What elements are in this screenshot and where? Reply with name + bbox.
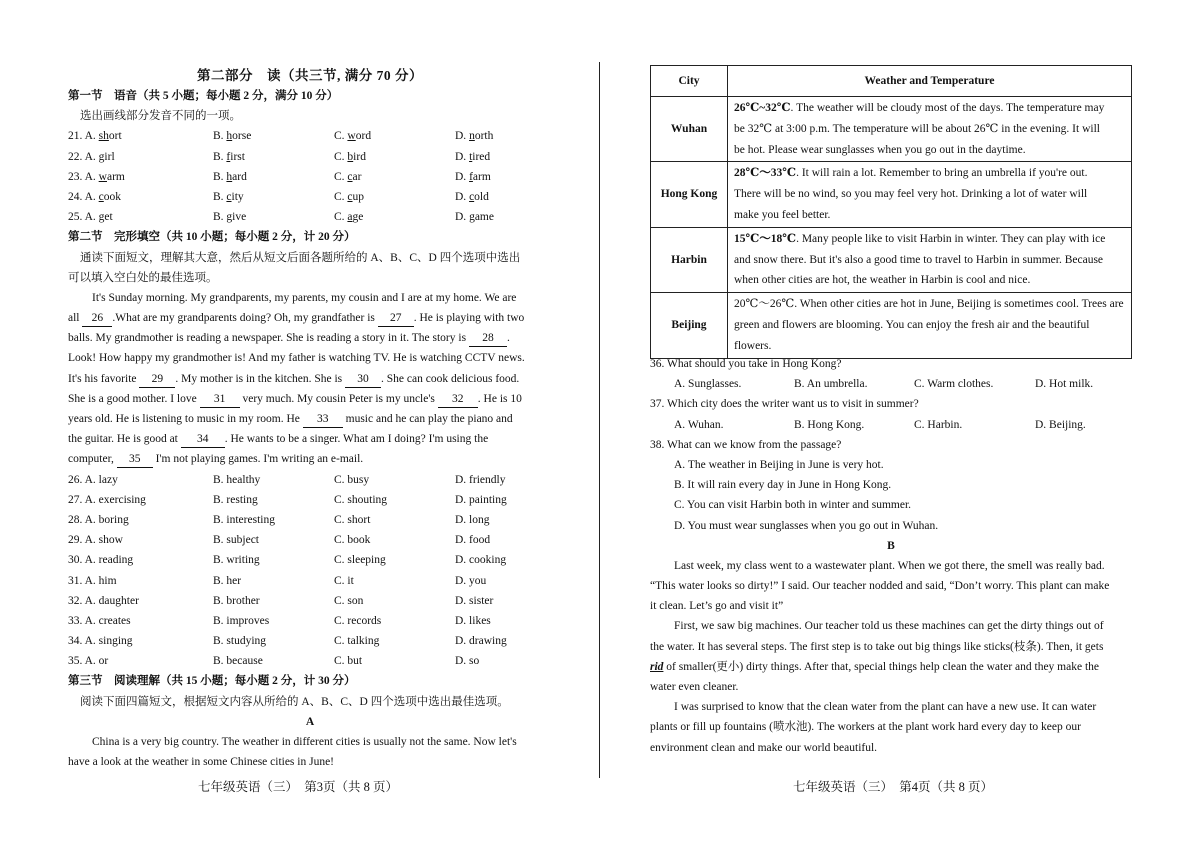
weather-cell: [728, 162, 1132, 227]
option-letter: C.: [334, 130, 348, 143]
option-letter: D.: [455, 190, 470, 203]
choice-row: [68, 591, 552, 611]
cloze-text: all: [68, 312, 80, 325]
table-row: [651, 227, 1132, 292]
city-cell: Beijing: [651, 293, 728, 358]
left-footer: 七年级英语（三） 第3页（共 8 页）: [198, 780, 399, 794]
option[interactable]: B. because: [213, 655, 263, 668]
question-37-options: [650, 415, 1132, 435]
option[interactable]: D. Beijing.: [1035, 418, 1086, 431]
question-38: 38. What can we know from the passage?: [650, 438, 842, 451]
section2-instruction-2: 可以填入空白处的最佳选项。: [68, 271, 218, 284]
option-rest: old: [474, 190, 489, 203]
section1-heading: 第一节 语音（共 5 小题；每小题 2 分，满分 10 分）: [68, 90, 339, 102]
option-rest: ity: [231, 190, 244, 203]
underlined-letters: g: [98, 211, 105, 224]
option-letter: D.: [455, 170, 470, 183]
cloze-text: . He is playing with two: [413, 312, 525, 325]
option[interactable]: [334, 167, 361, 187]
option[interactable]: C. son: [334, 594, 364, 607]
option[interactable]: C. busy: [334, 473, 370, 486]
option[interactable]: 29. A. show: [68, 534, 123, 547]
option[interactable]: B. interesting: [213, 513, 275, 526]
passage-b-text: of smaller(更小) dirty things. After that, special things help clean the water and they make the: [663, 660, 1100, 673]
blank-35: 35: [117, 452, 153, 468]
blank-27: 27: [378, 311, 414, 327]
option[interactable]: C. short: [334, 513, 371, 526]
choice-row: [68, 510, 552, 530]
option-rest: ar: [352, 170, 362, 183]
underlined-letters: g: [226, 211, 233, 224]
table-row: [651, 293, 1132, 358]
weather-cell: [728, 293, 1132, 358]
cloze-text: . He is 10: [477, 392, 522, 405]
cloze-text: . She can cook delicious food.: [381, 372, 520, 385]
weather-cell: [728, 227, 1132, 292]
option[interactable]: [68, 147, 115, 167]
option[interactable]: D. cooking: [455, 554, 507, 567]
option-rest: ook: [103, 190, 122, 203]
passage-a-line: have a look at the weather in some Chinese cities in June!: [68, 756, 335, 769]
option[interactable]: 35. A. or: [68, 655, 109, 668]
weather-line: [734, 163, 1125, 184]
option-rest: orth: [474, 130, 494, 143]
choice-row: [68, 470, 552, 490]
option[interactable]: B. Hong Kong.: [794, 418, 865, 431]
blank-32: 32: [438, 392, 478, 408]
passage-b-line: I was surprised to know that the clean water from the plant can have a new use. It can water: [674, 701, 1097, 714]
option[interactable]: A. Sunglasses.: [674, 378, 742, 391]
page-divider: [599, 62, 600, 778]
option[interactable]: B. resting: [213, 493, 258, 506]
option-rest: arm: [472, 170, 491, 183]
temperature-range: 26℃~32℃: [734, 102, 791, 114]
weather-line: make you feel better.: [734, 208, 831, 221]
option[interactable]: A. Wuhan.: [674, 418, 724, 431]
choice-row: [68, 571, 552, 591]
underlined-letters: c: [347, 190, 353, 203]
cloze-text: . My mother is in the kitchen. She is: [175, 372, 343, 385]
underlined-letters: a: [347, 211, 353, 224]
cloze-text: . He wants to be a singer. What am I doing? I'm using the: [224, 433, 489, 446]
option-letter: C.: [334, 150, 348, 163]
phonetics-question: [68, 167, 552, 187]
option[interactable]: [68, 207, 113, 227]
part-title: 第二部分 读（共三节, 满分 70 分）: [197, 68, 423, 83]
blank-29: 29: [139, 372, 175, 388]
option-rest: ge: [352, 211, 364, 224]
passage-b-line: “This water looks so dirty!” I said. Our teacher nodded and said, “Don’t worry. This plant can make: [650, 580, 1110, 593]
table-row: [651, 97, 1132, 162]
weather-text: . The weather will be cloudy most of the days. The temperature may: [790, 102, 1105, 114]
blank-28: 28: [469, 331, 507, 347]
option[interactable]: [334, 207, 363, 227]
option[interactable]: C. Warm clothes.: [914, 378, 994, 391]
weather-line: [734, 229, 1125, 250]
option[interactable]: C. but: [334, 655, 363, 668]
passage-b-line: it clean. Let’s go and visit it”: [650, 600, 784, 613]
option[interactable]: B. her: [213, 574, 242, 587]
option[interactable]: B. studying: [213, 635, 267, 648]
passage-b-line: plants or fill up fountains (喷水池). The workers at the plant work hard every day to keep our: [650, 721, 1081, 734]
option[interactable]: [213, 187, 244, 207]
option[interactable]: [455, 147, 490, 167]
option[interactable]: B. writing: [213, 554, 260, 567]
option-rest: ord: [355, 130, 372, 143]
option-rest: ort: [108, 130, 122, 143]
weather-line: and snow there. But it's also a good time to travel to Harbin in summer. Because: [734, 253, 1104, 266]
option[interactable]: C. Harbin.: [914, 418, 963, 431]
blank-26: 26: [82, 311, 112, 327]
underlined-letters: c: [347, 170, 353, 183]
table-header-row: [651, 66, 1132, 97]
option-letter: 23. A.: [68, 170, 99, 183]
option[interactable]: 30. A. reading: [68, 554, 134, 567]
cloze-line: Look! How happy my grandmother is! And my father is watching TV. He is watching CCTV news.: [68, 352, 525, 365]
choice-row: [68, 490, 552, 510]
passage-b-line: [650, 657, 1132, 677]
option-letter: B.: [213, 190, 227, 203]
cloze-text: It's his favorite: [68, 372, 137, 385]
highlighted-word: rid: [650, 660, 664, 673]
option[interactable]: [455, 126, 493, 146]
option[interactable]: B. It will rain every day in June in Hong Kong.: [674, 479, 892, 492]
blank-30: 30: [345, 372, 381, 388]
section2-instruction-1: 通读下面短文，理解其大意，然后从短文后面各题所给的 A、B、C、D 四个选项中选出: [80, 251, 521, 264]
cloze-passage: [68, 288, 552, 470]
cloze-line: [68, 429, 552, 449]
section2-heading: 第二节 完形填空（共 10 小题；每小题 2 分，计 20 分）: [68, 231, 356, 244]
option-letter: D.: [455, 130, 470, 143]
option-rest: irl: [104, 150, 115, 163]
option-letter: 25. A.: [68, 211, 99, 224]
choice-row: [68, 611, 552, 631]
option-rest: up: [352, 190, 365, 203]
option-letter: B.: [213, 150, 227, 163]
option[interactable]: D. You must wear sunglasses when you go out in Wuhan.: [674, 519, 939, 532]
weather-line: There will be no wind, so you may feel very hot. Drinking a lot of water will: [734, 188, 1088, 201]
passage-b-line: Last week, my class went to a wastewater plant. When we got there, the smell was really bad.: [674, 559, 1105, 572]
weather-line: flowers.: [734, 339, 772, 352]
option[interactable]: [334, 187, 364, 207]
cloze-line: [68, 409, 552, 429]
option[interactable]: D. sister: [455, 594, 494, 607]
cloze-text: computer,: [68, 453, 114, 466]
option[interactable]: [455, 187, 489, 207]
city-cell: Wuhan: [651, 97, 728, 162]
section1-instruction: 选出画线部分发音不同的一项。: [80, 110, 241, 123]
option[interactable]: C. talking: [334, 635, 380, 648]
underlined-letters: h: [226, 170, 233, 183]
city-cell: Harbin: [651, 227, 728, 292]
underlined-letters: g: [98, 150, 105, 163]
underlined-letters: f: [469, 170, 473, 183]
option-letter: C.: [334, 190, 348, 203]
option-letter: B.: [213, 130, 227, 143]
option[interactable]: B. improves: [213, 614, 270, 627]
option-rest: ive: [232, 211, 247, 224]
option[interactable]: D. long: [455, 513, 490, 526]
weather-table: [650, 65, 1132, 359]
underlined-letters: sh: [98, 130, 109, 143]
option-letter: B.: [213, 211, 227, 224]
cloze-text: balls. My grandmother is reading a newspaper. She is reading a story in it. The story is: [68, 332, 467, 345]
phonetics-question: [68, 147, 552, 167]
option[interactable]: [334, 126, 371, 146]
option-rest: ired: [472, 150, 491, 163]
phonetics-question: [68, 207, 552, 227]
option[interactable]: D. friendly: [455, 473, 506, 486]
option[interactable]: 28. A. boring: [68, 513, 129, 526]
phonetics-question: [68, 187, 552, 207]
option[interactable]: 32. A. daughter: [68, 594, 139, 607]
cloze-text: .What are my grandparents doing? Oh, my grandfather is: [112, 312, 375, 325]
choice-row: [68, 550, 552, 570]
option-letter: 21. A.: [68, 130, 99, 143]
option[interactable]: 33. A. creates: [68, 614, 131, 627]
passage-b-line: the water. It has several steps. The first step is to take out big things like sticks(枝条). Then, it gets: [650, 640, 1104, 653]
option-letter: D.: [455, 150, 470, 163]
option-rest: orse: [232, 130, 252, 143]
option[interactable]: 31. A. him: [68, 574, 117, 587]
weather-line: green and flowers are blooming. You can enjoy the fresh air and the beautiful: [734, 318, 1090, 331]
option-letter: D.: [455, 211, 470, 224]
option-rest: ird: [353, 150, 366, 163]
underlined-letters: c: [226, 190, 232, 203]
option[interactable]: 26. A. lazy: [68, 473, 118, 486]
underlined-letters: c: [469, 190, 475, 203]
option[interactable]: D. so: [455, 655, 480, 668]
option-letter: C.: [334, 211, 348, 224]
option-rest: ard: [232, 170, 247, 183]
option-letter: 22. A.: [68, 150, 99, 163]
passage-b-line: First, we saw big machines. Our teacher told us these machines can get the dirty things out of: [674, 620, 1104, 633]
cloze-text: music and he can play the piano and: [345, 413, 513, 425]
question-36-options: [650, 374, 1132, 394]
weather-line: when other cities are hot, the weather in Harbin is cool and nice.: [734, 274, 1031, 287]
weather-line: be hot. Please wear sunglasses when you go out in the daytime.: [734, 143, 1026, 156]
option[interactable]: D. you: [455, 574, 487, 587]
blank-31: 31: [200, 392, 240, 408]
passage-a-line: China is a very big country. The weather in different cities is usually not the same. Now let's: [92, 736, 517, 748]
weather-text: . When other cities are hot in June, Beijing is sometimes cool. Trees are: [794, 298, 1124, 311]
option-rest: arm: [106, 170, 125, 183]
cloze-text: She is a good mother. I love: [68, 392, 197, 405]
option[interactable]: D. painting: [455, 493, 507, 506]
weather-text: . It will rain a lot. Remember to bring an umbrella if you're out.: [796, 167, 1088, 180]
table-row: [651, 162, 1132, 227]
weather-line: be 32℃ at 3:00 p.m. The temperature will be about 26℃ in the evening. It will: [734, 122, 1100, 135]
underlined-letters: h: [226, 130, 233, 143]
option[interactable]: B. subject: [213, 534, 259, 547]
option-letter: C.: [334, 170, 348, 183]
option[interactable]: C. sleeping: [334, 554, 386, 567]
passage-b-label: B: [887, 539, 895, 552]
blank-33: 33: [303, 412, 343, 428]
weather-cell: [728, 97, 1132, 162]
underlined-letters: t: [469, 150, 473, 163]
option[interactable]: [68, 126, 122, 146]
option[interactable]: D. Hot milk.: [1035, 378, 1094, 391]
option[interactable]: 34. A. singing: [68, 635, 133, 648]
option[interactable]: [68, 187, 121, 207]
choice-row: [68, 631, 552, 651]
passage-a-label: A: [305, 715, 315, 728]
cloze-line: [68, 369, 552, 389]
cloze-line: [68, 308, 552, 328]
option[interactable]: C. shouting: [334, 493, 388, 506]
option[interactable]: [213, 126, 251, 146]
cloze-line: It's Sunday morning. My grandparents, my parents, my cousin and I are at my home. We are: [92, 291, 517, 304]
weather-line: [734, 294, 1125, 315]
cloze-text: very much. My cousin Peter is my uncle's: [242, 392, 435, 405]
cloze-choices: [68, 470, 552, 672]
option[interactable]: D. likes: [455, 614, 491, 627]
underlined-letters: w: [98, 170, 107, 183]
temperature-range: 20℃～26℃: [734, 298, 795, 311]
option-rest: irst: [230, 150, 245, 163]
section3-instruction: 阅读下面四篇短文，根据短文内容从所给的 A、B、C、D 四个选项中选出最佳选项。: [80, 695, 509, 708]
right-footer: 七年级英语（三） 第4页（共 8 页）: [793, 780, 994, 794]
option[interactable]: C. You can visit Harbin both in winter and summer.: [674, 499, 912, 512]
table-header-city: City: [651, 66, 728, 97]
temperature-range: 28℃～33℃: [734, 167, 797, 180]
underlined-letters: b: [347, 150, 354, 163]
choice-row: [68, 651, 552, 671]
section3-heading: 第三节 阅读理解（共 15 小题；每小题 2 分，计 30 分）: [68, 675, 356, 688]
option[interactable]: [213, 167, 247, 187]
cloze-text: I'm not playing games. I'm writing an e-mail.: [155, 453, 364, 466]
option[interactable]: C. records: [334, 614, 382, 627]
cloze-line: [68, 389, 552, 409]
cloze-text: .: [506, 332, 510, 345]
underlined-letters: w: [347, 130, 356, 143]
option[interactable]: D. drawing: [455, 635, 507, 648]
cloze-text: years old. He is listening to music in my room. He: [68, 413, 300, 425]
passage-b-line: water even cleaner.: [650, 681, 739, 693]
option-letter: B.: [213, 170, 227, 183]
passage-b-line: environment clean and make our world beautiful.: [650, 741, 878, 754]
weather-line: [734, 98, 1125, 119]
question-37: 37. Which city does the writer want us to visit in summer?: [650, 398, 919, 411]
option[interactable]: C. it: [334, 574, 354, 587]
option[interactable]: [68, 167, 125, 187]
weather-text: . Many people like to visit Harbin in winter. They can play with ice: [796, 232, 1106, 245]
underlined-letters: n: [469, 130, 475, 143]
cloze-line: [68, 449, 552, 469]
option[interactable]: C. book: [334, 534, 371, 547]
option[interactable]: B. brother: [213, 594, 260, 607]
temperature-range: 15℃～18℃: [734, 232, 797, 245]
option[interactable]: [334, 147, 366, 167]
choice-row: [68, 530, 552, 550]
option[interactable]: [213, 147, 245, 167]
option[interactable]: [455, 207, 494, 227]
underlined-letters: c: [98, 190, 104, 203]
option[interactable]: 27. A. exercising: [68, 493, 146, 506]
option-letter: 24. A.: [68, 190, 99, 203]
option[interactable]: [213, 207, 246, 227]
phonetics-question: [68, 126, 552, 146]
cloze-text: the guitar. He is good at: [68, 433, 178, 446]
weather-table-body: [651, 97, 1132, 359]
option[interactable]: [455, 167, 491, 187]
question-36: 36. What should you take in Hong Kong?: [650, 358, 842, 370]
phonetics-questions: [68, 126, 552, 227]
cloze-line: [68, 328, 552, 348]
option[interactable]: B. An umbrella.: [794, 378, 868, 391]
blank-34: 34: [181, 432, 225, 448]
option-rest: ame: [474, 211, 494, 224]
underlined-letters: g: [469, 211, 475, 224]
city-cell: Hong Kong: [651, 162, 728, 227]
underlined-letters: f: [226, 150, 231, 163]
option[interactable]: A. The weather in Beijing in June is very hot.: [674, 458, 884, 471]
table-header-weather: Weather and Temperature: [728, 66, 1132, 97]
option-rest: et: [104, 211, 113, 224]
option[interactable]: B. healthy: [213, 473, 261, 486]
option[interactable]: D. food: [455, 534, 491, 547]
